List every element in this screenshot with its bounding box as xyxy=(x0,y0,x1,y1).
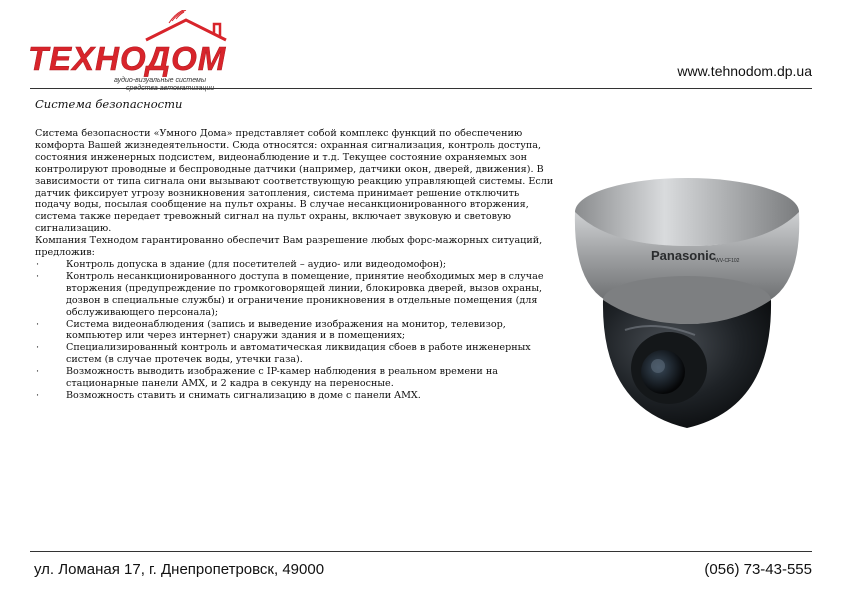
company-logo xyxy=(26,10,236,92)
bullet-mark: · xyxy=(36,258,40,270)
list-item-text: Специализированный контроль и автоматическая ликвидация сбоев в работе инженерных систем (в случае протечек воды, утечки газа). xyxy=(66,342,531,366)
offer-paragraph: Компания Технодом гарантированно обеспечит Вам разрешение любых форс-мажорных ситуаций, предложив: xyxy=(35,235,543,259)
list-item xyxy=(35,366,555,390)
camera-model: WV-CF102 xyxy=(715,258,740,264)
logo-tagline-1: аудио-визуальные системы xyxy=(114,77,206,84)
site-url[interactable]: www.tehnodom.dp.ua xyxy=(677,63,812,79)
bullet-mark: · xyxy=(36,342,40,354)
list-item xyxy=(35,342,555,366)
intro-paragraph: Система безопасности «Умного Дома» представляет собой комплекс функций по обеспечению комфорта Вашей жизнедеятельности. Сюда относятся: охранная сигнализация, контроль доступа, состояния инженерных подсистем, видеонаблюдение и т.д. Текущее состояние охраняемых зон контролируют проводные и беспроводные датчики (например, датчики окон, дверей, движения). В зависимости от типа сигнала они вызывают соответствующую реакцию управляющей системы. Если датчик фиксирует угрозу возникновения затопления, система принимает решение отключить подачу воды, посылая сообщение на пульт охраны. В случае несанкционированного вторжения, система также передает тревожный сигнал на пульт охраны, включает звуковую и световую сигнализацию. xyxy=(35,128,554,235)
bullet-mark: · xyxy=(36,389,40,401)
section-title: Система безопасности xyxy=(35,97,183,111)
footer-divider xyxy=(30,551,812,552)
footer-address: ул. Ломаная 17, г. Днепропетровск, 49000 xyxy=(34,561,325,578)
list-item xyxy=(35,259,555,271)
list-item-text: Возможность выводить изображение с IP-камер наблюдения в реальном времени на стационарные панели AMX, и 2 кадра в секунду на переносные. xyxy=(66,366,498,390)
header-divider xyxy=(30,88,812,89)
list-item-text: Контроль допуска в здание (для посетителей – аудио- или видеодомофон); xyxy=(66,258,447,270)
list-item xyxy=(35,319,555,343)
bullet-mark: · xyxy=(36,318,40,330)
dome-camera-image xyxy=(565,170,810,448)
list-item xyxy=(35,271,555,319)
list-item-text: Контроль несанкционированного доступа в помещение, принятие необходимых мер в случае вторжения (предупреждение по громкоговорящей линии, блокировка дверей, вызов охраны, дозвон в специальные службы) и ограничение проникновения в отдельные помещения (для обслуживающего персонала); xyxy=(66,270,544,318)
list-item xyxy=(35,390,555,402)
list-item-text: Возможность ставить и снимать сигнализацию в доме с панели AMX. xyxy=(66,389,421,401)
bullet-mark: · xyxy=(36,366,40,378)
bullet-mark: · xyxy=(36,270,40,282)
footer-phone[interactable]: (056) 73-43-555 xyxy=(704,561,812,578)
list-item-text: Система видеонаблюдения (запись и выведение изображения на монитор, телевизор, компьютер или через интернет) снаружи здания и в помещениях; xyxy=(66,318,506,342)
camera-brand: Panasonic xyxy=(651,248,717,263)
body-text xyxy=(35,128,555,402)
logo-wordmark: ТЕХНОДОМ xyxy=(28,40,227,77)
